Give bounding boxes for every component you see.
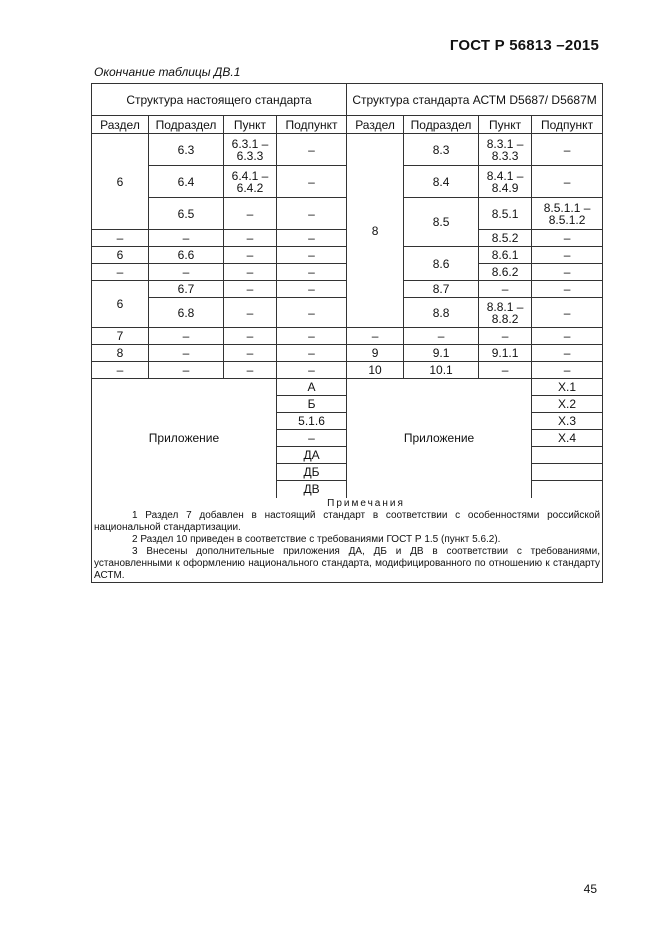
table-cell: 8.6 xyxy=(404,247,479,281)
table-cell: 6 xyxy=(92,247,149,264)
table-cell: – xyxy=(277,264,347,281)
table-cell: 8.5.1 xyxy=(479,198,532,230)
correspondence-table xyxy=(91,83,603,583)
table-cell: – xyxy=(224,230,277,247)
table-cell: 8.6.2 xyxy=(479,264,532,281)
table-cell: 6.4.1 – 6.4.2 xyxy=(224,166,277,198)
table-cell: – xyxy=(224,264,277,281)
table-cell: – xyxy=(92,264,149,281)
table-cell: – xyxy=(277,345,347,362)
table-cell: 6.5 xyxy=(149,198,224,230)
appendix-item-right xyxy=(532,464,603,481)
table-cell: – xyxy=(277,281,347,298)
appendix-item-left: А xyxy=(277,379,347,396)
table-cell: – xyxy=(149,362,224,379)
table-cell: 8.4 xyxy=(404,166,479,198)
table-cell: – xyxy=(149,230,224,247)
table-cell: – xyxy=(92,362,149,379)
table-cell: 8.5.2 xyxy=(479,230,532,247)
table-cell: – xyxy=(224,328,277,345)
col-header: Раздел xyxy=(92,116,149,134)
appendix-item-right xyxy=(532,447,603,464)
table-cell: – xyxy=(224,281,277,298)
appendix-item-right: Х.2 xyxy=(532,396,603,413)
col-header: Пункт xyxy=(479,116,532,134)
table-cell: 8.6.1 xyxy=(479,247,532,264)
appendix-label-left: Приложение xyxy=(92,379,277,498)
table-cell: – xyxy=(532,362,603,379)
table-cell: – xyxy=(277,198,347,230)
table-cell: – xyxy=(532,230,603,247)
col-header: Подраздел xyxy=(404,116,479,134)
table-cell: – xyxy=(404,328,479,345)
table-cell: – xyxy=(532,328,603,345)
table-cell: 8.5.1.1 – 8.5.1.2 xyxy=(532,198,603,230)
document-header: ГОСТ Р 56813 –2015 xyxy=(449,37,599,54)
table-cell: 8.3.1 – 8.3.3 xyxy=(479,134,532,166)
table-cell: – xyxy=(479,362,532,379)
page-number: 45 xyxy=(583,882,597,896)
table-cell: – xyxy=(479,328,532,345)
table-cell: 8 xyxy=(92,345,149,362)
table-cell: 8.5 xyxy=(404,198,479,247)
table-cell: – xyxy=(92,230,149,247)
table-cell: 10.1 xyxy=(404,362,479,379)
table-cell: 9 xyxy=(347,345,404,362)
appendix-item-left: Б xyxy=(277,396,347,413)
table-cell: 8.8 xyxy=(404,298,479,328)
table-cell: – xyxy=(277,328,347,345)
table-cell: 6.3 xyxy=(149,134,224,166)
col-header: Раздел xyxy=(347,116,404,134)
table-cell: – xyxy=(149,264,224,281)
table-cell: – xyxy=(149,345,224,362)
appendix-label-right: Приложение xyxy=(347,379,532,498)
table-cell: – xyxy=(532,247,603,264)
appendix-item-left: 5.1.6 xyxy=(277,413,347,430)
appendix-item-left: – xyxy=(277,430,347,447)
table-cell: – xyxy=(532,134,603,166)
appendix-item-left: ДБ xyxy=(277,464,347,481)
table-cell: 6 xyxy=(92,134,149,230)
col-header: Подпункт xyxy=(532,116,603,134)
appendix-item-right: Х.4 xyxy=(532,430,603,447)
table-cell: – xyxy=(224,198,277,230)
appendix-item-right xyxy=(532,481,603,498)
table-cell: 9.1 xyxy=(404,345,479,362)
table-cell: 8.7 xyxy=(404,281,479,298)
table-cell: 10 xyxy=(347,362,404,379)
table-cell: – xyxy=(277,230,347,247)
table-cell: 6.4 xyxy=(149,166,224,198)
col-header: Пункт xyxy=(224,116,277,134)
appendix-item-right: Х.1 xyxy=(532,379,603,396)
table-cell: 9.1.1 xyxy=(479,345,532,362)
appendix-item-left: ДА xyxy=(277,447,347,464)
table-cell: – xyxy=(277,298,347,328)
table-cell: 6.8 xyxy=(149,298,224,328)
table-caption: Окончание таблицы ДВ.1 xyxy=(94,65,241,79)
col-header: Подраздел xyxy=(149,116,224,134)
note-item: 3 Внесены дополнительные приложения ДА, ДБ и ДВ в соответствии с требованиями, установленными к оформлению национального стандарта, модифицированного по отношению к стандарту АСТМ. xyxy=(94,545,601,581)
left-group-header: Структура настоящего стандарта xyxy=(92,84,347,116)
table-cell: – xyxy=(277,247,347,264)
appendix-item-left: ДВ xyxy=(277,481,347,498)
table-cell: 7 xyxy=(92,328,149,345)
right-group-header: Структура стандарта АСТМ D5687/ D5687M xyxy=(347,84,603,116)
table-notes xyxy=(92,498,603,583)
table-cell: – xyxy=(277,362,347,379)
table-cell: – xyxy=(532,298,603,328)
table-cell: – xyxy=(532,281,603,298)
table-cell: 8 xyxy=(347,134,404,328)
col-header: Подпункт xyxy=(277,116,347,134)
table-cell: 6.3.1 – 6.3.3 xyxy=(224,134,277,166)
note-item: 1 Раздел 7 добавлен в настоящий стандарт в соответствии с особенностями российской национальной стандартизации. xyxy=(94,509,601,533)
table-cell: – xyxy=(277,166,347,198)
appendix-item-right: Х.3 xyxy=(532,413,603,430)
table-cell: – xyxy=(479,281,532,298)
note-item: 2 Раздел 10 приведен в соответствие с требованиями ГОСТ Р 1.5 (пункт 5.6.2). xyxy=(132,533,501,545)
table-cell: – xyxy=(149,328,224,345)
table-cell: – xyxy=(224,362,277,379)
table-cell: – xyxy=(532,166,603,198)
table-cell: – xyxy=(224,345,277,362)
table-cell: 6.7 xyxy=(149,281,224,298)
table-cell: 6 xyxy=(92,281,149,328)
notes-title: Примечания xyxy=(327,497,405,509)
table-cell: 8.8.1 – 8.8.2 xyxy=(479,298,532,328)
table-cell: – xyxy=(224,247,277,264)
table-cell: – xyxy=(277,134,347,166)
table-cell: 8.3 xyxy=(404,134,479,166)
table-cell: – xyxy=(532,345,603,362)
table-cell: 6.6 xyxy=(149,247,224,264)
table-cell: – xyxy=(532,264,603,281)
table-cell: – xyxy=(347,328,404,345)
table-cell: 8.4.1 – 8.4.9 xyxy=(479,166,532,198)
table-cell: – xyxy=(224,298,277,328)
